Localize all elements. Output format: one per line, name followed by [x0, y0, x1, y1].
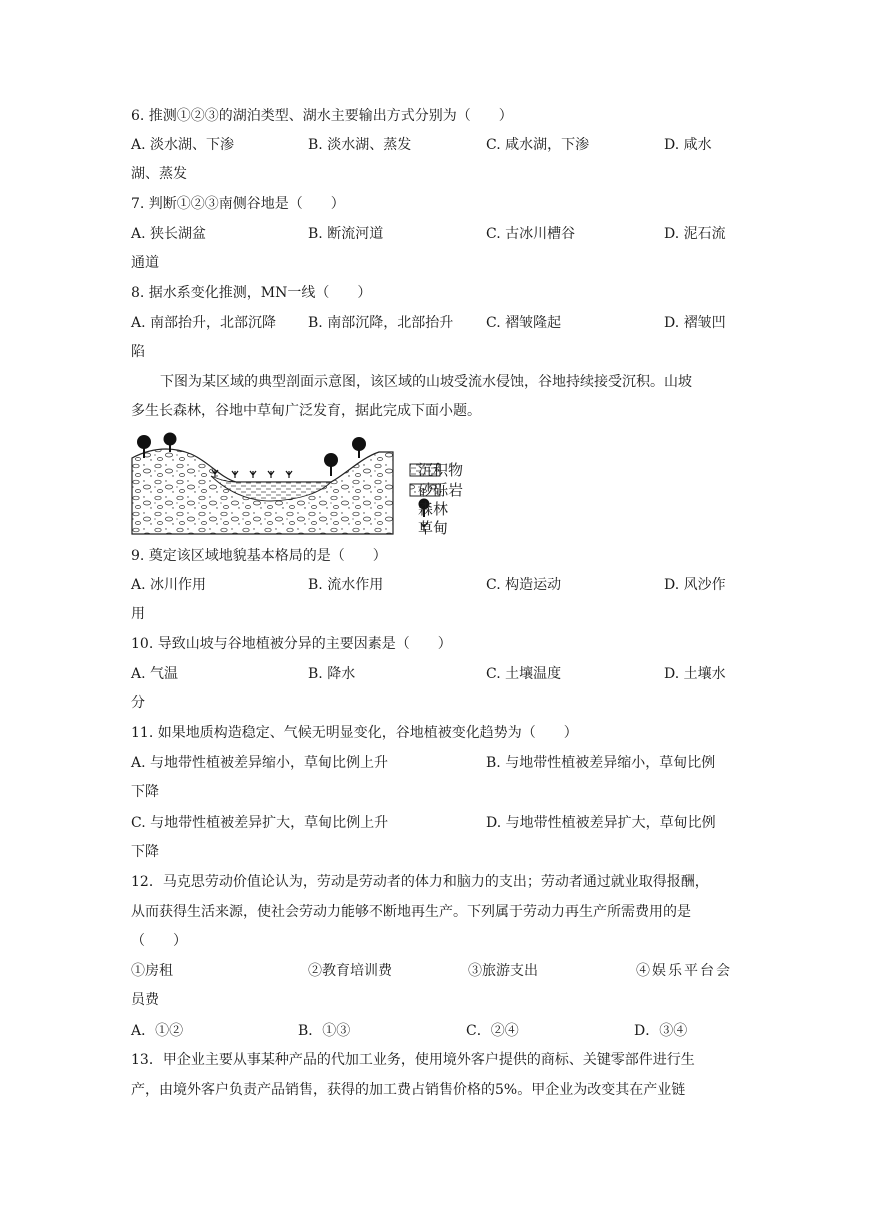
q8-option-b: B. 南部沉降，北部抬升 [308, 315, 454, 331]
q11-option-c: C. 与地带性植被差异扩大，草甸比例上升 [131, 815, 389, 831]
legend-meadow-label: 草甸 [418, 519, 449, 537]
forest-tree-right-2 [352, 437, 366, 458]
q12-item-2: ②教育培训费 [308, 963, 392, 979]
q8-option-c: C. 褶皱隆起 [486, 315, 562, 331]
q12-stem-line-1: 12．马克思劳动价值论认为，劳动是劳动者的体力和脑力的支出；劳动者通过就业取得报酬， [131, 874, 709, 890]
q6-option-d-wrap: 湖、蒸发 [131, 166, 187, 182]
q6-stem: 6. 推测①②③的湖泊类型、湖水主要输出方式分别为（ ） [131, 108, 513, 124]
intro-line-1: 下图为某区域的典型剖面示意图，该区域的山坡受流水侵蚀，谷地持续接受沉积。山坡 [160, 374, 692, 390]
intro-line-2: 多生长森林，谷地中草甸广泛发育，据此完成下面小题。 [131, 403, 481, 419]
q9-option-d: D. 风沙作 [664, 577, 726, 593]
q11-option-b-wrap: 下降 [131, 784, 159, 800]
legend-forest-label: 森林 [418, 500, 449, 518]
forest-tree-right-1 [324, 453, 338, 476]
q10-option-d: D. 土壤水 [664, 666, 726, 682]
q10-option-c: C. 土壤温度 [486, 666, 562, 682]
q9-option-a: A. 冰川作用 [131, 577, 207, 593]
q12-stem-line-3: （ ） [131, 933, 187, 949]
legend-sediment-label: 沉积物 [418, 461, 464, 479]
q8-option-d-wrap: 陷 [131, 344, 145, 360]
q9-option-b: B. 流水作用 [308, 577, 384, 593]
q12-option-a: A．①② [131, 1023, 184, 1039]
q9-option-c: C. 构造运动 [486, 577, 562, 593]
q6-option-b: B. 淡水湖、蒸发 [308, 137, 412, 153]
legend-gravel-label: 砂砾岩 [418, 481, 464, 499]
q7-option-b: B. 断流河道 [308, 226, 384, 242]
q6-option-d: D. 咸水 [664, 137, 712, 153]
q10-stem: 10. 导致山坡与谷地植被分异的主要因素是（ ） [131, 636, 452, 652]
q10-option-d-wrap: 分 [131, 695, 145, 711]
q13-stem-line-2: 产，由境外客户负责产品销售，获得的加工费占销售价格的5%。甲企业为改变其在产业链 [131, 1082, 686, 1098]
q11-option-a: A. 与地带性植被差异缩小，草甸比例上升 [131, 755, 389, 771]
q11-option-b: B. 与地带性植被差异缩小，草甸比例 [486, 755, 716, 771]
q6-option-a: A. 淡水湖、下渗 [131, 137, 235, 153]
q12-option-b: B．①③ [298, 1023, 351, 1039]
q9-option-d-wrap: 用 [131, 606, 145, 622]
q12-option-c: C．②④ [466, 1023, 519, 1039]
q12-stem-line-2: 从而获得生活来源，使社会劳动力能够不断地再生产。下列属于劳动力再生产所需费用的是 [131, 904, 691, 920]
q12-option-d: D．③④ [634, 1023, 688, 1039]
q12-item-4-wrap: 员费 [131, 992, 159, 1008]
q7-option-d: D. 泥石流 [664, 226, 726, 242]
q12-item-1: ①房租 [131, 963, 173, 979]
q11-option-d: D. 与地带性植被差异扩大，草甸比例 [486, 815, 716, 831]
q12-item-4: ④娱乐平台会 [636, 963, 732, 979]
q12-item-3: ③旅游支出 [468, 963, 538, 979]
q7-stem: 7. 判断①②③南侧谷地是（ ） [131, 196, 345, 212]
q6-option-c: C. 咸水湖，下渗 [486, 137, 590, 153]
q7-option-c: C. 古冰川槽谷 [486, 226, 576, 242]
q8-option-a: A. 南部抬升，北部沉降 [131, 315, 277, 331]
q11-stem: 11. 如果地质构造稳定、气候无明显变化，谷地植被变化趋势为（ ） [131, 725, 578, 741]
q7-option-a: A. 狭长湖盆 [131, 226, 207, 242]
q9-stem: 9. 奠定该区域地貌基本格局的是（ ） [131, 548, 387, 564]
q13-stem-line-1: 13．甲企业主要从事某种产品的代加工业务，使用境外客户提供的商标、关键零部件进行生 [131, 1052, 695, 1068]
q7-option-d-wrap: 通道 [131, 255, 159, 271]
q10-option-b: B. 降水 [308, 666, 356, 682]
q8-option-d: D. 褶皱凹 [664, 315, 726, 331]
q10-option-a: A. 气温 [131, 666, 179, 682]
q8-stem: 8. 据水系变化推测，MN一线（ ） [131, 285, 372, 301]
q11-option-d-wrap: 下降 [131, 844, 159, 860]
